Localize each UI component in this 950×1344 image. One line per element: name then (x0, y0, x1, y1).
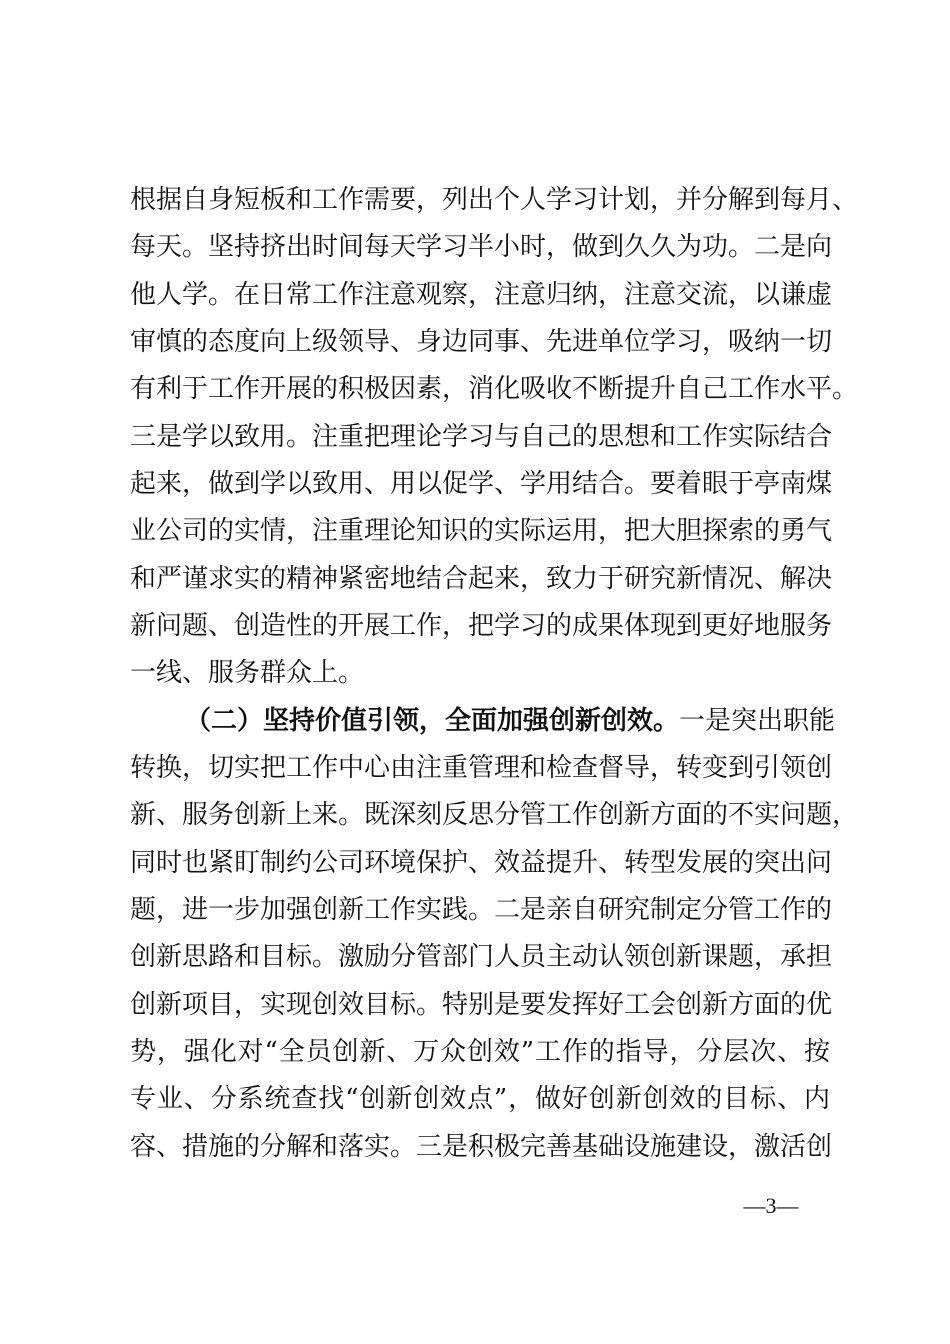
body-line: 起来，做到学以致用、用以促学、学用结合。要着眼于亭南煤 (130, 469, 833, 499)
body-line: 转换，切实把工作中心由注重管理和检查督导，转变到引领创 (130, 753, 833, 783)
body-line: 新问题、创造性的开展工作，把学习的成果体现到更好地服务 (130, 611, 833, 641)
body-line: 每天。坚持挤出时间每天学习半小时，做到久久为功。二是向 (130, 232, 833, 262)
page-number: —3— (743, 1193, 799, 1218)
body-line: 根据自身短板和工作需要，列出个人学习计划，并分解到每月、 (130, 185, 859, 215)
body-line: 审慎的态度向上级领导、身边同事、先进单位学习，吸纳一切 (130, 327, 833, 357)
body-line: 有利于工作开展的积极因素，消化吸收不断提升自己工作水平。 (130, 374, 859, 404)
body-line: 三是学以致用。注重把理论学习与自己的思想和工作实际结合 (130, 422, 833, 452)
body-line: 他人学。在日常工作注意观察，注意归纳，注意交流，以谦虚 (130, 280, 833, 310)
body-line: 创新思路和目标。激励分管部门人员主动认领创新课题，承担 (130, 942, 833, 972)
body-line: 一线、服务群众上。 (130, 658, 365, 688)
body-line: 新、服务创新上来。既深刻反思分管工作创新方面的不实问题， (130, 800, 859, 830)
section-2-first-line (185, 706, 836, 736)
body-line: 势，强化对“全员创新、万众创效”工作的指导，分层次、按 (130, 1037, 830, 1067)
body-line: 业公司的实情，注重理论知识的实际运用，把大胆探索的勇气 (130, 516, 833, 546)
body-line: 专业、分系统查找“创新创效点”，做好创新创效的目标、内 (130, 1084, 830, 1114)
body-line: 题，进一步加强创新工作实践。二是亲自研究制定分管工作的 (130, 895, 833, 925)
body-line: 和严谨求实的精神紧密地结合起来，致力于研究新情况、解决 (130, 564, 833, 594)
section-heading: （二）坚持价值引领，全面加强创新创效。 (185, 706, 680, 736)
body-line: 同时也紧盯制约公司环境保护、效益提升、转型发展的突出问 (130, 848, 833, 878)
section-first-line-rest: 一是突出职能 (679, 706, 836, 736)
body-line: 创新项目，实现创效目标。特别是要发挥好工会创新方面的优 (130, 990, 833, 1020)
body-line: 容、措施的分解和落实。三是积极完善基础设施建设，激活创 (130, 1132, 833, 1162)
